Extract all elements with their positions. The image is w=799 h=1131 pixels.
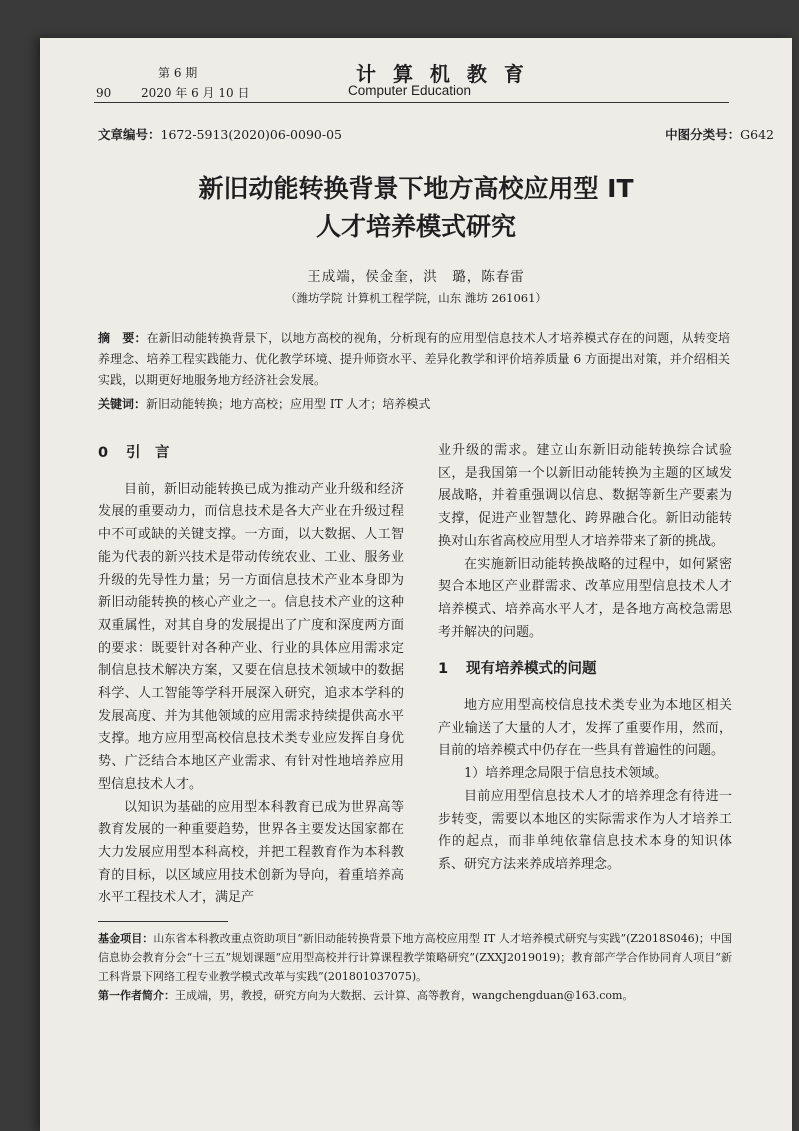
funding-note: 基金项目：山东省本科教改重点资助项目“新旧动能转换背景下地方高校应用型 IT 人才培养模式研究与实践”(Z2018S046)；中国信息协会教育分会“十三五”规划课题“应用型高校并行计算课程教学策略研究”(ZXXJ2019019)；教育部产学合作协同育人项目“新工科背景下网络工程专业教学模式改革与实践”(201801037075)。 [98, 932, 733, 983]
footnote-rule [98, 921, 228, 922]
footnote [98, 929, 732, 1005]
first-author-note: 第一作者简介：王成端，男，教授，研究方向为大数据、云计算、高等教育，wangchengduan@163.com。 [98, 989, 634, 1002]
section1-item-1: 1）培养理念局限于信息技术领域。 [464, 766, 668, 782]
section-heading-1: 1 现有培养模式的问题 [438, 661, 597, 678]
paper-title [100, 170, 732, 246]
authors: 王成端，侯金奎，洪 璐，陈春雷 [307, 269, 525, 285]
issue-number: 第 6 期 [158, 66, 198, 80]
section1-paragraph-2: 目前应用型信息技术人才的培养理念有待进一步转变，需要以本地区的实际需求作为人才培养工作的起点，而非单纯依靠信息技术本身的知识体系、研究方法来养成培养理念。 [438, 788, 732, 872]
journal-title-en: Computer Education [348, 83, 472, 98]
section1-paragraph-1: 地方应用型高校信息技术类专业为本地区相关产业输送了大量的人才，发挥了重要作用，然而，目前的培养模式中仍存在一些具有普遍性的问题。 [438, 698, 732, 759]
keywords-text: 新旧动能转换；地方高校；应用型 IT 人才；培养模式 [146, 397, 431, 411]
intro-paragraph-1: 目前，新旧动能转换已成为推动产业升级和经济发展的重要动力，而信息技术是各大产业在升级过程中不可或缺的关键支撑。一方面，以大数据、人工智能为代表的新兴技术是带动传统农业、工业、服务业升级的先导性力量；另一方面信息技术产业本身即为新旧动能转换的核心产业之一。信息技术产业的这种双重属性，对其自身的发展提出了广度和深度两方面的要求：既要针对各种产业、行业的具体应用需求定制信息技术解决方案，又要在信息技术领域中的数据科学、人工智能等学科开展深入研究，追求本学科的发展高度、并为其他领域的应用需求持续提供高水平支撑。地方应用型高校信息技术类专业应发挥自身优势、广泛结合本地区产业需求、有针对性地培养应用型信息技术人才。 [98, 481, 404, 792]
abstract [98, 328, 730, 391]
title-line-2: 人才培养模式研究 [315, 212, 516, 241]
page-number: 90 [96, 86, 112, 100]
issue-date: 2020 年 6 月 10 日 [140, 86, 250, 100]
intro-paragraph-3: 在实施新旧动能转换战略的过程中，如何紧密契合本地区产业群需求、改革应用型信息技术人才培养模式、培养高水平人才，是各地方高校急需思考并解决的问题。 [438, 556, 732, 640]
abstract-label: 摘 要： [98, 331, 147, 345]
keywords-label: 关键词： [98, 397, 147, 411]
classification-number: 中图分类号：G642 [665, 127, 774, 142]
journal-title-cn: 计 算 机 教 育 [356, 62, 529, 86]
section-heading-0: 0 引 言 [98, 445, 170, 461]
right-column [438, 440, 732, 877]
intro-paragraph-2-continued: 业升级的需求。建立山东新旧动能转换综合试验区，是我国第一个以新旧动能转换为主题的区域发展战略，并着重强调以信息、数据等新生产要素为支撑，促进产业智慧化、跨界融合化。新旧动能转换对山东省高校应用型人才培养带来了新的挑战。 [438, 443, 732, 549]
affiliation: （潍坊学院 计算机工程学院，山东 潍坊 261061） [285, 291, 547, 305]
article-number: 文章编号：1672-5913(2020)06-0090-05 [98, 127, 342, 142]
left-column [98, 440, 404, 910]
abstract-text: 在新旧动能转换背景下，以地方高校的视角，分析现有的应用型信息技术人才培养模式存在的问题，从转变培养理念、培养工程实践能力、优化教学环境、提升师资水平、差异化教学和评价培养质量 6 方面提出对策，并介绍相关实践，以期更好地服务地方经济社会发展。 [98, 331, 730, 387]
keywords [98, 394, 730, 414]
title-line-1: 新旧动能转换背景下地方高校应用型 IT [198, 174, 634, 203]
intro-paragraph-2: 以知识为基础的应用型本科教育已成为世界高等教育发展的一种重要趋势，世界各主要发达国家都在大力发展应用型本科高校，并把工程教育作为本科教育的目标，以区域应用技术创新为导向，着重培养高水平工程技术人才，满足产 [98, 799, 404, 906]
page-and-date [96, 84, 249, 101]
header-rule [94, 102, 729, 103]
